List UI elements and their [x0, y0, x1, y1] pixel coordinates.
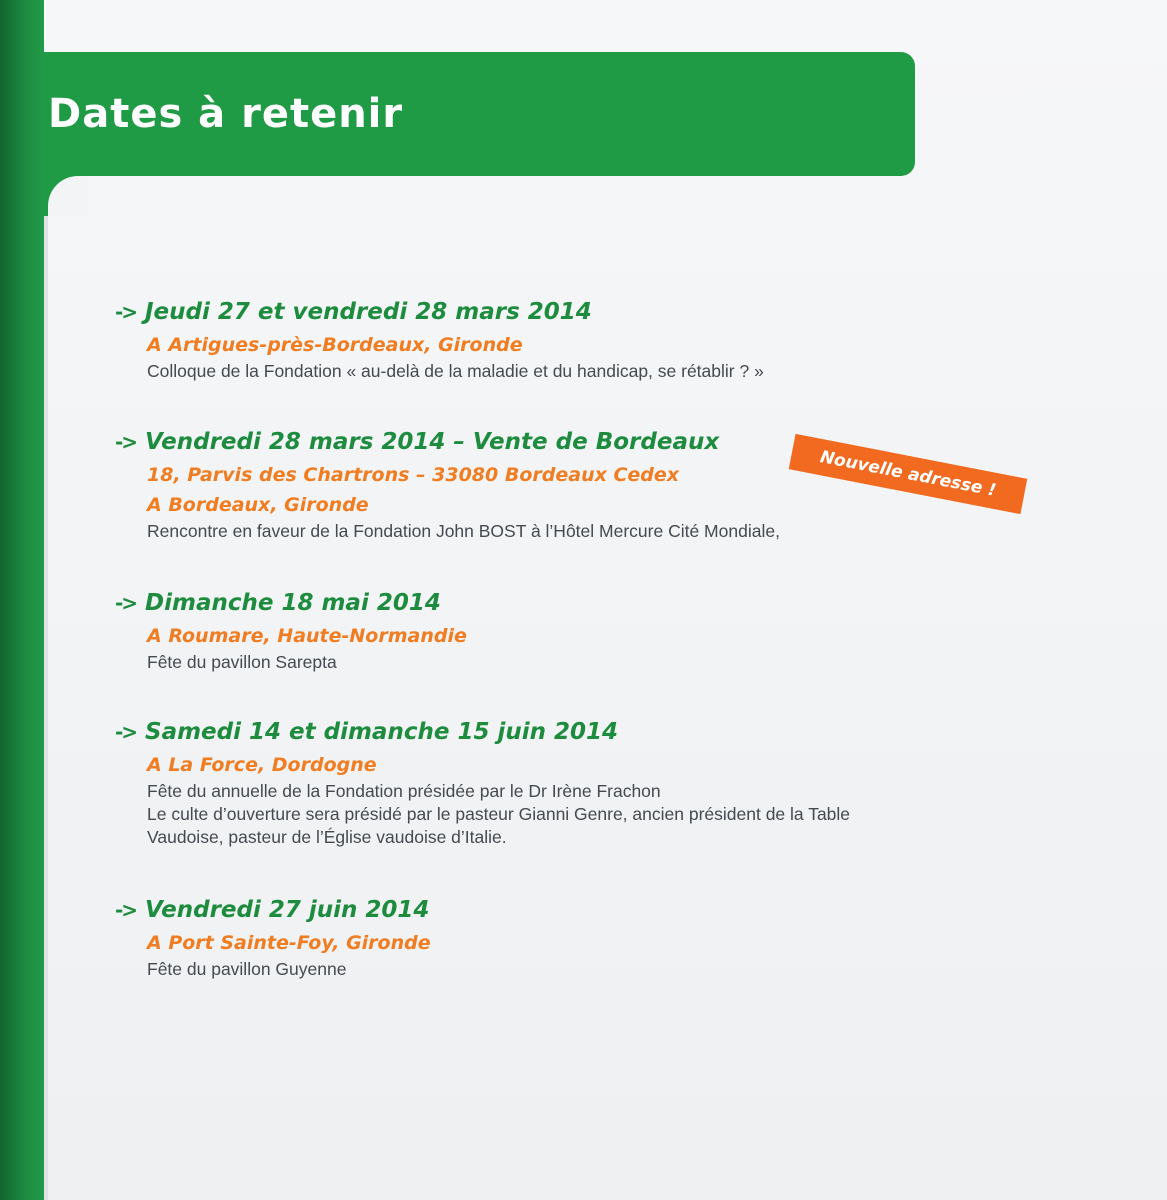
left-green-bar — [0, 0, 44, 1200]
event-item — [115, 892, 1015, 981]
event-item — [115, 294, 1015, 383]
arrow-right-icon: -> — [115, 300, 137, 324]
event-date-row — [115, 892, 1015, 928]
page-fold-edge — [44, 175, 48, 1200]
event-item — [115, 585, 1015, 674]
event-description: Colloque de la Fondation « au-delà de la maladie et du handicap, se rétablir ? » — [147, 361, 764, 381]
event-date-row — [115, 585, 1015, 621]
arrow-right-icon: -> — [115, 430, 137, 454]
arrow-right-icon: -> — [115, 720, 137, 744]
arrow-right-icon: -> — [115, 591, 137, 615]
event-description: Le culte d’ouverture sera présidé par le pasteur Gianni Genre, ancien président de la Table — [147, 804, 851, 824]
event-description: Fête du pavillon Guyenne — [147, 959, 347, 979]
event-date: Dimanche 18 mai 2014 — [145, 590, 441, 616]
event-description: Rencontre en faveur de la Fondation John BOST à l’Hôtel Mercure Cité Mondiale, — [147, 521, 780, 541]
event-item — [115, 714, 1015, 849]
event-date-row — [115, 714, 1015, 750]
event-place: A Bordeaux, Gironde — [147, 494, 369, 516]
event-description: Fête du annuelle de la Fondation présidée par le Dr Irène Frachon — [147, 781, 661, 801]
event-description: Fête du pavillon Sarepta — [147, 652, 337, 672]
event-description: Vaudoise, pasteur de l’Église vaudoise d’Italie. — [147, 827, 507, 847]
event-date: Samedi 14 et dimanche 15 juin 2014 — [145, 719, 618, 745]
event-date: Vendredi 27 juin 2014 — [145, 897, 430, 923]
event-date: Vendredi 28 mars 2014 – Vente de Bordeaux — [145, 429, 720, 455]
event-date-row — [115, 294, 1015, 330]
event-date: Jeudi 27 et vendredi 28 mars 2014 — [145, 299, 592, 325]
event-place: A Port Sainte-Foy, Gironde — [147, 932, 431, 954]
arrow-right-icon: -> — [115, 898, 137, 922]
event-place: A Artigues-près-Bordeaux, Gironde — [147, 334, 523, 356]
event-place: A Roumare, Haute-Normandie — [147, 625, 467, 647]
event-place: A La Force, Dordogne — [147, 754, 377, 776]
page-title: Dates à retenir — [48, 91, 404, 137]
event-address: 18, Parvis des Chartrons – 33080 Bordeaux Cedex — [147, 464, 680, 486]
new-address-badge: Nouvelle adresse ! — [789, 434, 1028, 514]
